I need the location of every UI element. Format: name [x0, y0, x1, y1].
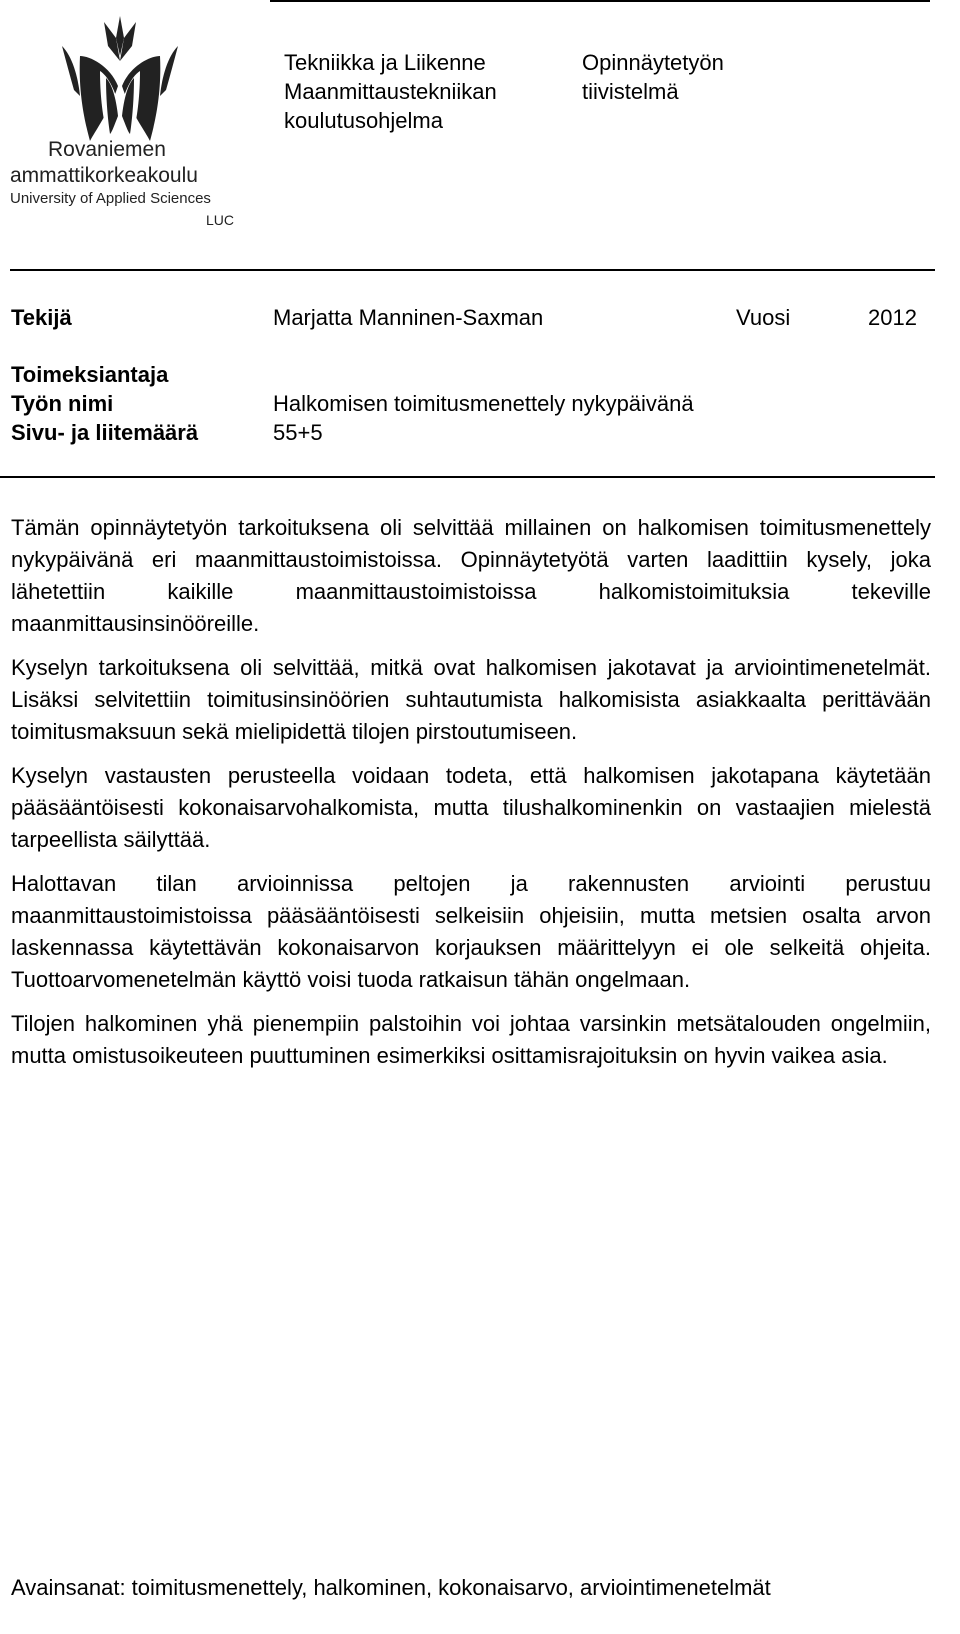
abstract-paragraph-1: Tämän opinnäytetyön tarkoituksena oli selvittää millainen on halkomisen toimitusmenettely nykypäivänä eri maanmittaustoimistoissa. Opinnäytetyötä varten laadittiin kysely, joka lähetettiin kaikille maanmittaustoimistoissa halkomistoimituksia tekeville maanmittausinsinööreille.: [11, 515, 931, 636]
top-rule: [270, 0, 930, 2]
pages-value: 55+5: [273, 420, 323, 445]
logo-abbr: LUC: [206, 212, 235, 228]
pages-label: Sivu- ja liitemäärä: [11, 420, 199, 445]
abstract-paragraph-5: Tilojen halkominen yhä pienempiin palstoihin voi johtaa varsinkin metsätalouden ongelmiin, mutta omistusoikeuteen puuttuminen esimerkiksi osittamisrajoituksin on hyvin vaikea asia.: [11, 1011, 931, 1068]
header-programme-line2: koulutusohjelma: [284, 108, 443, 133]
header-doctype-line2: tiivistelmä: [582, 79, 679, 104]
logo-name-line1: Rovaniemen: [48, 138, 166, 161]
logo-name-line3: University of Applied Sciences: [10, 190, 211, 207]
logo-emblem-icon: [50, 16, 190, 146]
abstract-body: [11, 512, 931, 1084]
client-label: Toimeksiantaja: [11, 362, 169, 387]
year-label: Vuosi: [736, 305, 791, 330]
author-label: Tekijä: [11, 305, 72, 330]
header-doctype-line1: Opinnäytetyön: [582, 50, 724, 75]
keywords: Avainsanat: toimitusmenettely, halkominen, kokonaisarvo, arviointimenetelmät: [11, 1575, 771, 1600]
title-label: Työn nimi: [11, 391, 114, 416]
abstract-paragraph-3: Kyselyn vastausten perusteella voidaan todeta, että halkomisen jakotapana käytetään pääsääntöisesti kokonaisarvohalkomista, mutta tilushalkominenkin on vastaajien mielestä tarpeellista säilyttää.: [11, 763, 931, 852]
year-value: 2012: [868, 305, 917, 330]
logo-name-line2: ammattikorkeakoulu: [10, 164, 198, 187]
header-rule: [10, 269, 935, 271]
header-faculty: Tekniikka ja Liikenne: [284, 50, 486, 75]
abstract-paragraph-4: Halottavan tilan arvioinnissa peltojen ja rakennusten arviointi perustuu maanmittaustoimistoissa pääsääntöisesti selkeisiin ohjeisiin, mutta metsien osalta arvon laskennassa käytettävän kokonaisarvon korjauksen määrittelyyn ei ole selkeitä ohjeita. Tuottoarvomenetelmän käyttö voisi tuoda ratkaisun tähän ongelmaan.: [11, 871, 931, 992]
title-value: Halkomisen toimitusmenettely nykypäivänä: [273, 391, 694, 416]
author-value: Marjatta Manninen-Saxman: [273, 305, 544, 330]
abstract-paragraph-2: Kyselyn tarkoituksena oli selvittää, mitkä ovat halkomisen jakotavat ja arviointimenetelmät. Lisäksi selvitettiin toimitusinsinöörien suhtautumista halkomisista asiakkaalta perittävään toimitusmaksuun sekä mielipidettä tilojen pirstoutumiseen.: [11, 655, 931, 744]
meta-rule: [0, 476, 935, 478]
header-programme-line1: Maanmittaustekniikan: [284, 79, 497, 104]
